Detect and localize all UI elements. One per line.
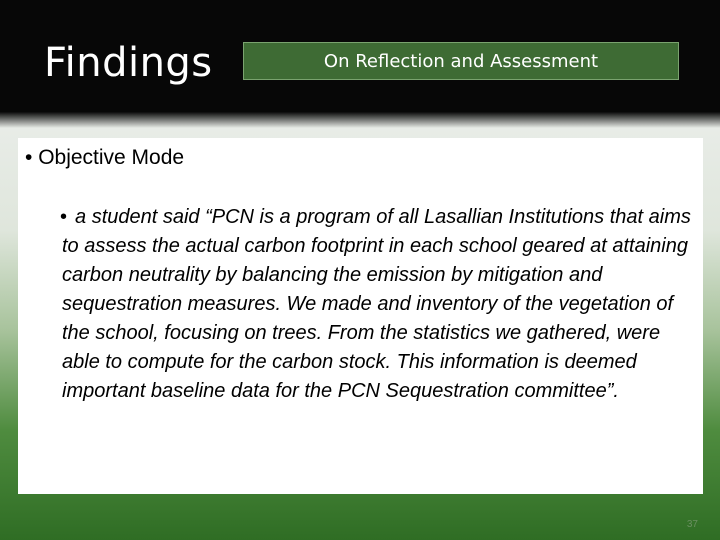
page-number: 37: [686, 519, 698, 530]
bullet-level1: [25, 146, 184, 170]
bullet-level1-text: Objective Mode: [38, 146, 185, 169]
slide-subtitle: On Reflection and Assessment: [323, 50, 599, 72]
bullet-level2: [62, 203, 702, 406]
bullet-dot: •: [25, 146, 39, 169]
bullet-level2-text: a student said “PCN is a program of all Lasallian Institutions that aims to assess the actual carbon footprint in each school geared at attaining carbon neutrality by balancing the emission by mitigation and sequestration measures. We made and inventory of the vegetation of the school, focusing on trees. From the statistics we gathered, were able to compute for the carbon stock. This information is deemed important baseline data for the PCN Sequestration committee”.: [62, 206, 691, 402]
bullet-dot: •: [60, 206, 68, 228]
slide-title: Findings: [44, 40, 213, 86]
subtitle-banner: [243, 42, 679, 80]
